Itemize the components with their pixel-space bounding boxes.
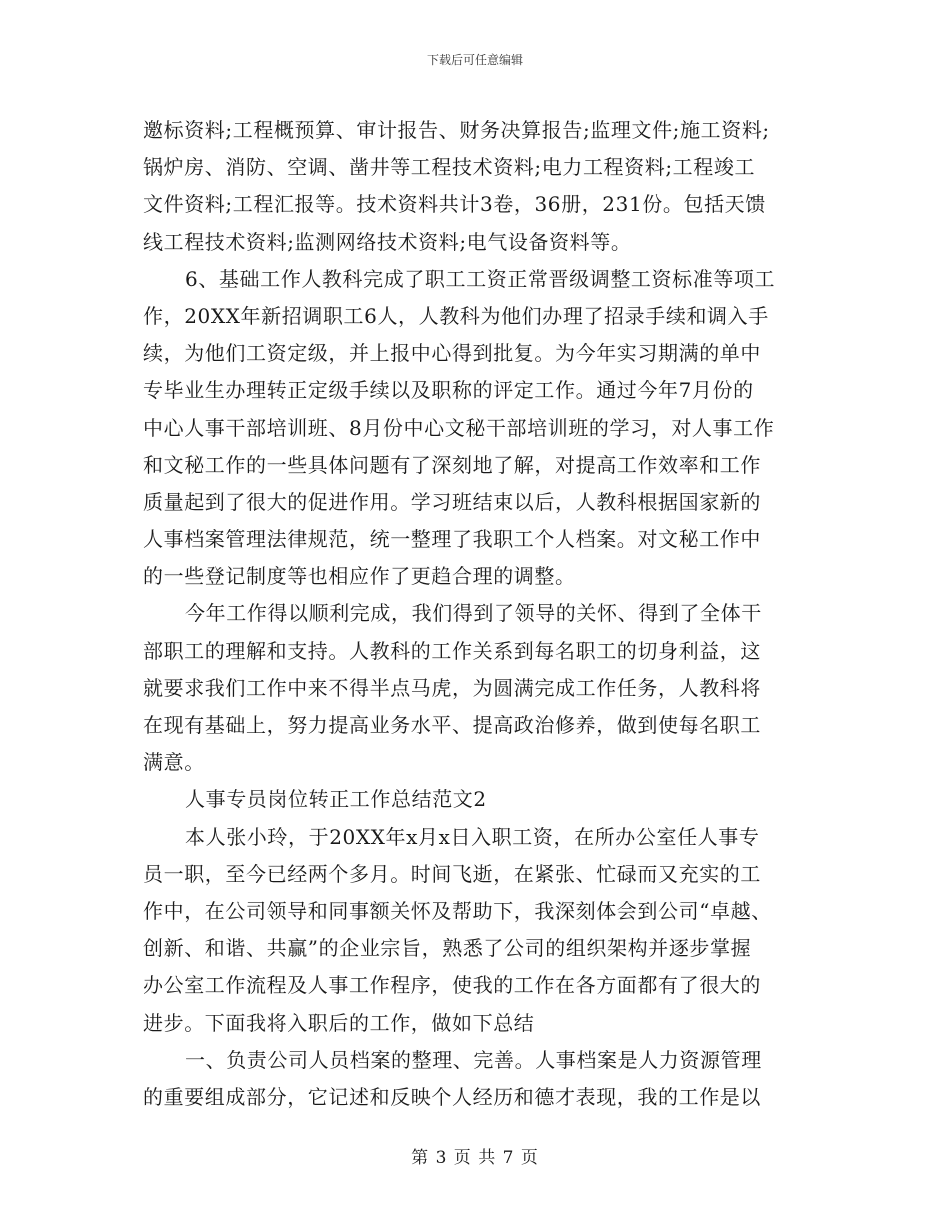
text-line: 创新、和谐、共赢”的企业宗旨，熟悉了公司的组织架构并逐步掌握: [143, 936, 752, 961]
text-line: 中心人事干部培训班、8月份中心文秘干部培训班的学习，对人事工作: [143, 415, 775, 440]
page-header: 下载后可任意编辑: [426, 53, 523, 67]
text-line: 专毕业生办理转正定级手续以及职称的评定工作。通过今年7月份的: [143, 378, 754, 403]
document-body: [143, 112, 813, 1116]
text-line: 线工程技术资料;监测网络技术资料;电气设备资料等。: [143, 229, 632, 254]
paragraph-first-line: 今年工作得以顺利完成，我们得到了领导的关怀、得到了全体干: [185, 601, 762, 626]
text-line: 和文秘工作的一些具体问题有了深刻地了解，对提高工作效率和工作: [143, 452, 761, 477]
text-line: 人事档案管理法律规范，统一整理了我职工个人档案。对文秘工作中: [143, 527, 761, 552]
text-line: 部职工的理解和支持。人教科的工作关系到每名职工的切身利益，这: [143, 638, 761, 663]
text-line: 就要求我们工作中来不得半点马虎，为圆满完成工作任务，人教科将: [143, 675, 761, 700]
text-line: 在现有基础上，努力提高业务水平、提高政治修养，做到使每名职工: [143, 713, 761, 737]
text-line: 文件资料;工程汇报等。技术资料共计3卷，36册，231份。包括天馈: [143, 192, 766, 217]
text-line: 作中，在公司领导和同事额关怀及帮助下，我深刻体会到公司“卓越、: [143, 898, 772, 923]
text-line: 进步。下面我将入职后的工作，做如下总结: [143, 1010, 535, 1035]
text-line: 的一些登记制度等也相应作了更趋合理的调整。: [143, 564, 576, 589]
text-line: 的重要组成部分，它记述和反映个人经历和德才表现，我的工作是以: [143, 1084, 761, 1109]
text-line: 办公室工作流程及人事工作程序，使我的工作在各方面都有了很大的: [143, 973, 761, 998]
text-line: 质量起到了很大的促进作用。学习班结束以后，人教科根据国家新的: [143, 489, 761, 514]
text-line: 员一职，至今已经两个多月。时间飞逝，在紧张、忙碌而又充实的工: [143, 861, 761, 886]
text-line: 续，为他们工资定级，并上报中心得到批复。为今年实习期满的单中: [143, 341, 761, 366]
page-footer: 第 3 页 共 7 页: [411, 1148, 539, 1168]
text-line: 锅炉房、消防、空调、凿井等工程技术资料;电力工程资料;工程竣工: [143, 155, 756, 180]
paragraph-first-line: 本人张小玲，于20XX年x月x日入职工资，在所办公室任人事专: [185, 824, 760, 849]
paragraph-first-line: 6、基础工作人教科完成了职工工资正常晋级调整工资标准等项工: [185, 266, 776, 291]
text-line: 作，20XX年新招调职工6人，人教科为他们办理了招录手续和调入手: [143, 303, 769, 328]
paragraph-first-line: 一、负责公司人员档案的整理、完善。人事档案是人力资源管理: [185, 1047, 762, 1072]
text-line: 满意。: [143, 750, 205, 775]
text-line: 邀标资料;工程概预算、审计报告、财务决算报告;监理文件;施工资料;: [143, 118, 770, 142]
paragraph-first-line: 人事专员岗位转正工作总结范文2: [185, 787, 487, 812]
